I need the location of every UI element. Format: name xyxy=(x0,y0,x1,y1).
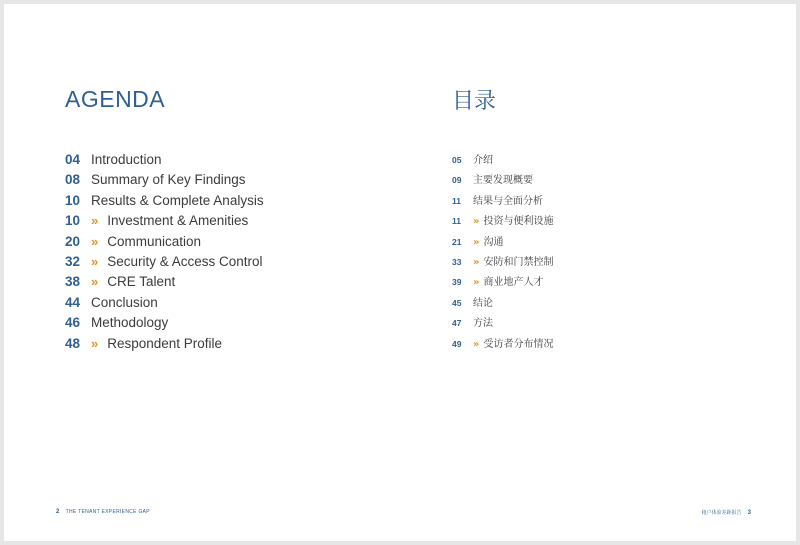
document-spread xyxy=(4,4,796,541)
chevron-right-icon: » xyxy=(91,253,99,269)
agenda-item-page-number: 45 xyxy=(452,297,462,308)
agenda-title-chinese: 目录 xyxy=(452,89,497,114)
footer-left xyxy=(56,509,150,515)
agenda-item[interactable] xyxy=(65,334,264,354)
footer-title-left: THE TENANT EXPERIENCE GAP xyxy=(65,509,150,515)
agenda-item-label: 沟通 xyxy=(483,236,504,248)
chevron-right-icon: » xyxy=(91,335,99,351)
agenda-item-label: 受访者分布情况 xyxy=(483,338,554,350)
agenda-item[interactable] xyxy=(452,232,553,252)
agenda-item-page-number: 21 xyxy=(452,236,462,247)
agenda-item[interactable] xyxy=(65,252,264,272)
agenda-item-label: 投资与便利设施 xyxy=(483,216,554,228)
chevron-right-icon: » xyxy=(473,256,480,268)
agenda-item-page-number: 20 xyxy=(65,233,81,249)
agenda-item[interactable] xyxy=(65,150,264,170)
chevron-right-icon: » xyxy=(473,236,480,248)
agenda-item[interactable] xyxy=(65,232,264,252)
agenda-item[interactable] xyxy=(65,211,264,231)
agenda-item-page-number: 39 xyxy=(452,277,462,288)
agenda-item-label: Conclusion xyxy=(91,294,158,310)
agenda-item-label: Security & Access Control xyxy=(107,253,263,269)
chevron-right-icon: » xyxy=(473,216,480,228)
agenda-item[interactable] xyxy=(452,211,553,231)
agenda-item-label: 结果与全面分析 xyxy=(473,195,543,207)
footer-right xyxy=(702,509,751,516)
chevron-right-icon: » xyxy=(473,277,480,289)
agenda-item-label: Respondent Profile xyxy=(107,335,223,351)
chevron-right-icon: » xyxy=(91,233,99,249)
agenda-item[interactable] xyxy=(452,334,553,354)
page-number-left: 2 xyxy=(56,509,60,515)
agenda-item-page-number: 09 xyxy=(452,175,462,186)
agenda-item-page-number: 10 xyxy=(65,213,81,229)
agenda-item-label: Methodology xyxy=(91,315,169,331)
agenda-item-label: Communication xyxy=(107,233,202,249)
agenda-item-label: Investment & Amenities xyxy=(107,213,249,229)
agenda-item[interactable] xyxy=(452,191,553,211)
agenda-item-page-number: 04 xyxy=(65,152,81,167)
agenda-item[interactable] xyxy=(452,150,553,170)
agenda-item-label: 介绍 xyxy=(473,155,493,166)
agenda-item[interactable] xyxy=(452,252,553,272)
agenda-item[interactable] xyxy=(452,293,553,313)
agenda-item-label: Results & Complete Analysis xyxy=(91,192,264,208)
agenda-item-page-number: 11 xyxy=(452,195,461,206)
agenda-item-label: Introduction xyxy=(91,152,162,167)
agenda-item-page-number: 05 xyxy=(452,155,462,165)
agenda-item-label: 结论 xyxy=(473,297,493,309)
agenda-item-page-number: 46 xyxy=(65,315,81,331)
agenda-item-page-number: 48 xyxy=(65,335,81,351)
agenda-item-label: 安防和门禁控制 xyxy=(483,256,554,268)
agenda-item-page-number: 08 xyxy=(65,172,81,188)
agenda-item[interactable] xyxy=(452,272,553,292)
chevron-right-icon: » xyxy=(473,338,480,350)
agenda-item-page-number: 33 xyxy=(452,256,462,267)
agenda-item[interactable] xyxy=(65,191,264,211)
agenda-item[interactable] xyxy=(65,293,264,313)
chevron-right-icon: » xyxy=(91,213,99,229)
agenda-item-page-number: 49 xyxy=(452,338,462,349)
agenda-item-label: 商业地产人才 xyxy=(483,277,544,289)
agenda-item[interactable] xyxy=(65,170,264,190)
agenda-item-page-number: 11 xyxy=(452,216,461,227)
page-number-right: 3 xyxy=(747,509,751,516)
chevron-right-icon: » xyxy=(91,274,99,290)
agenda-item-page-number: 10 xyxy=(65,192,81,208)
agenda-item-label: CRE Talent xyxy=(107,274,176,290)
agenda-list-chinese xyxy=(452,150,553,354)
agenda-list xyxy=(65,150,264,354)
agenda-item-page-number: 38 xyxy=(65,274,81,290)
agenda-item-page-number: 32 xyxy=(65,253,81,269)
footer-title-right: 租户体验差距报告 xyxy=(701,510,742,516)
agenda-item[interactable] xyxy=(65,313,264,333)
agenda-item-label: 方法 xyxy=(473,318,493,330)
agenda-item[interactable] xyxy=(65,272,264,292)
agenda-item[interactable] xyxy=(452,170,553,190)
agenda-item-label: 主要发现概要 xyxy=(473,175,533,187)
agenda-item-page-number: 44 xyxy=(65,294,81,310)
agenda-item[interactable] xyxy=(452,313,553,333)
agenda-item-label: Summary of Key Findings xyxy=(91,172,246,188)
agenda-title: AGENDA xyxy=(65,86,166,112)
agenda-item-page-number: 47 xyxy=(452,318,462,329)
